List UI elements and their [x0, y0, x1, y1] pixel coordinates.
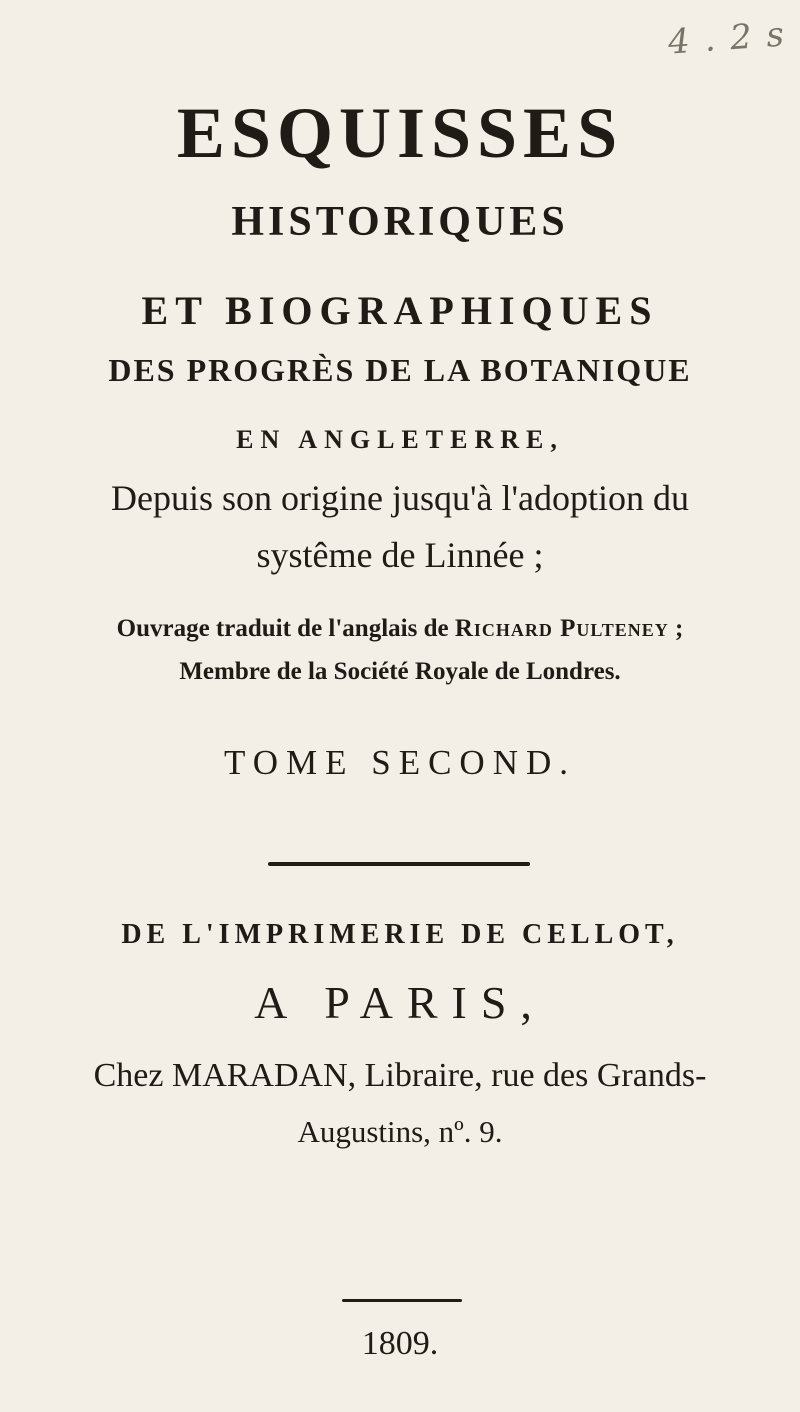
- translation-prefix: Ouvrage traduit de l'anglais de: [116, 615, 455, 642]
- subtitle-line-4: EN ANGLETERRE,: [236, 425, 564, 454]
- city-line: A PARIS,: [254, 977, 546, 1028]
- subtitle-line-3: DES PROGRÈS DE LA BOTANIQUE: [108, 352, 692, 388]
- printer-line: DE L'IMPRIMERIE DE CELLOT,: [121, 919, 679, 950]
- volume-label: TOME SECOND.: [223, 743, 577, 782]
- handwritten-annotation: 4 . 2 s: [666, 14, 788, 63]
- author-name: Richard Pulteney: [454, 615, 669, 642]
- book-title: ESQUISSES: [176, 93, 624, 173]
- description-line-1: Depuis son origine jusqu'à l'adoption du: [111, 478, 689, 518]
- description-line-2: systême de Linnée ;: [256, 535, 544, 575]
- publisher-line-1: Chez MARADAN, Libraire, rue des Grands-: [93, 1057, 707, 1094]
- publication-year: 1809.: [361, 1325, 439, 1362]
- author-membership: Membre de la Société Royale de Londres.: [179, 658, 621, 685]
- translation-credit: [0, 615, 800, 643]
- publisher-line-2: Augustins, nº. 9.: [297, 1114, 503, 1149]
- short-divider-rule: [342, 1299, 462, 1302]
- subtitle-line-2: ET BIOGRAPHIQUES: [141, 288, 659, 333]
- subtitle-line-1: HISTORIQUES: [231, 199, 569, 245]
- divider-rule: [268, 862, 530, 866]
- translation-suffix: ;: [668, 615, 684, 642]
